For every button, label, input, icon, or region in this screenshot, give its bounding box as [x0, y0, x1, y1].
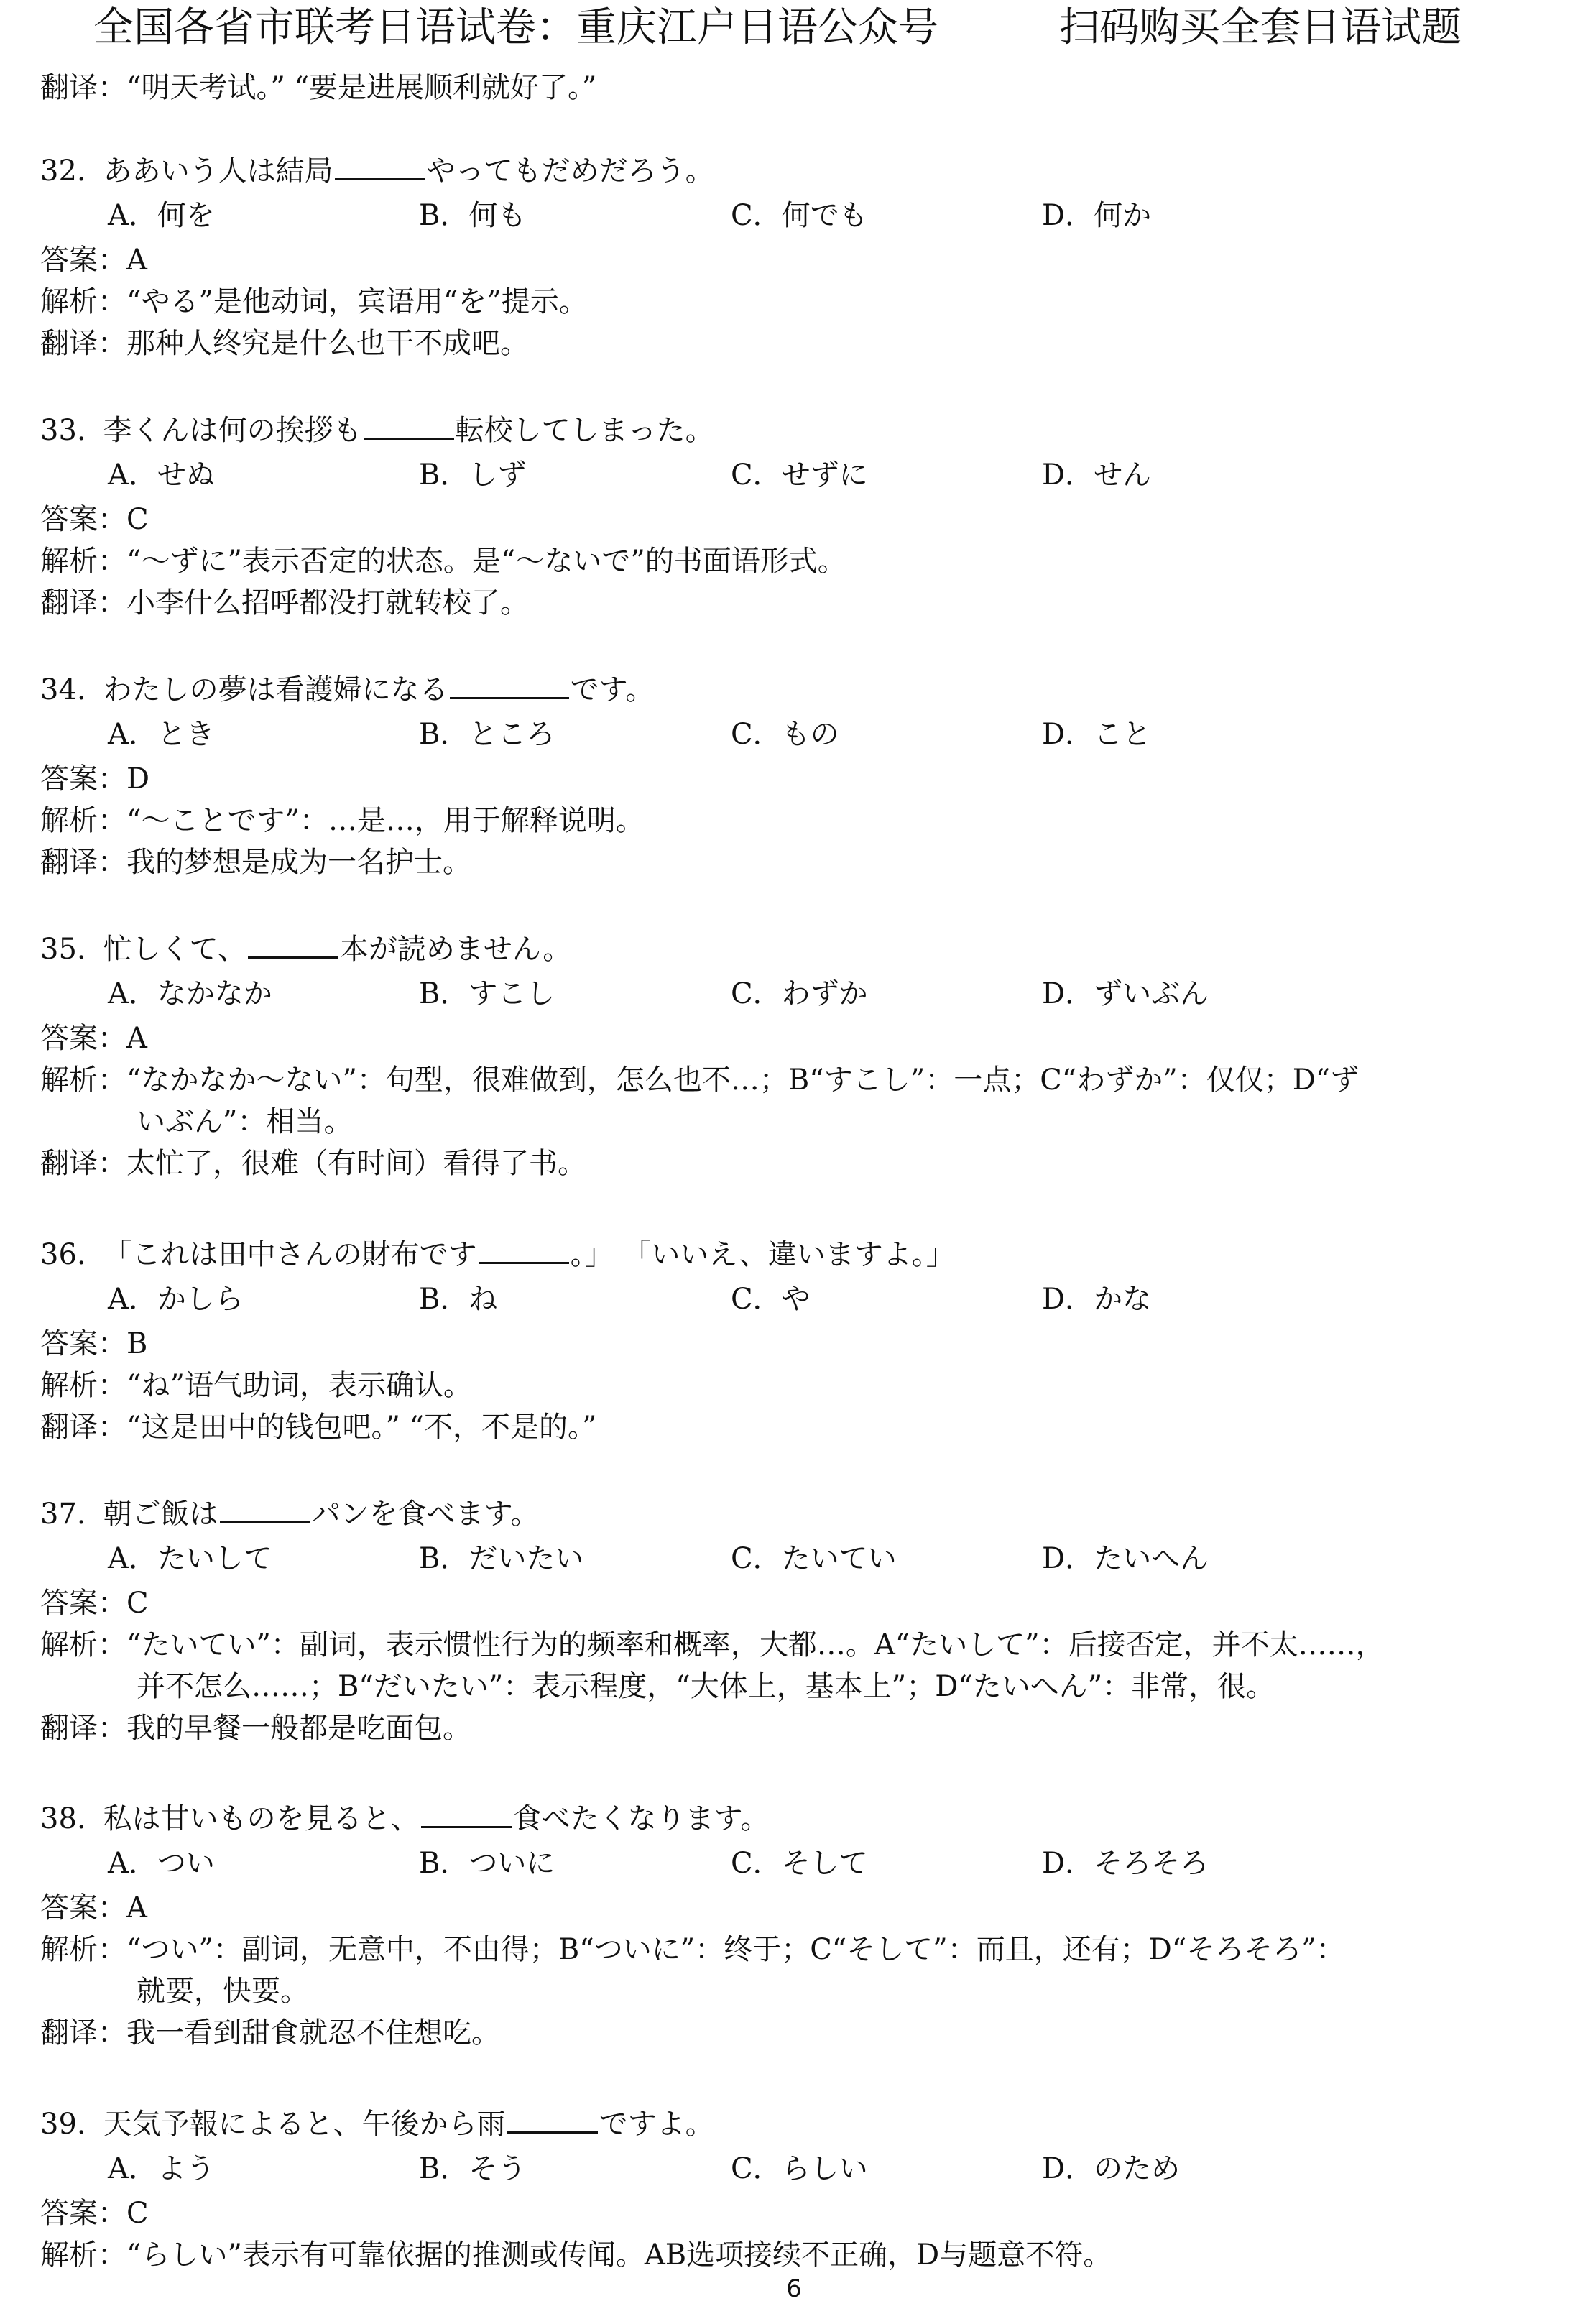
analysis-line: 解析：“たいてい”：副词，表示惯性行为的频率和概率，大都…。A“たいして”：后接否定，并不太……，	[40, 1628, 1385, 1661]
option-d: D．のため	[1042, 2152, 1181, 2185]
question-text-before-blank: わたしの夢は看護婦になる	[103, 673, 448, 706]
option-d: D．ずいぶん	[1042, 977, 1209, 1010]
option-b: B．そう	[419, 2152, 527, 2185]
answer-line: 答案：D	[40, 762, 150, 796]
question-stem	[40, 1495, 539, 1533]
translation-line: 翻译：那种人终究是什么也干不成吧。	[40, 327, 529, 360]
translation-line: 翻译：我的梦想是成为一名护士。	[40, 846, 471, 879]
question-text-before-blank: 李くんは何の挨拶も	[103, 414, 362, 447]
question-stem	[40, 2106, 714, 2143]
analysis-line: 解析：“～ずに”表示否定的状态。是“～ないで”的书面语形式。	[40, 545, 846, 578]
question-text-after-blank: 本が読めません。	[339, 933, 572, 966]
option-a: A．たいして	[108, 1542, 272, 1575]
option-b: B．しず	[419, 458, 527, 492]
option-d: D．何か	[1042, 199, 1152, 232]
page-header	[0, 3, 1588, 53]
analysis-line: 并不怎么……；B“だいたい”：表示程度，“大体上，基本上”；D“たいへん”：非常，很。	[137, 1670, 1275, 1703]
answer-line: 答案：C	[40, 503, 149, 536]
answer-line: 答案：C	[40, 1587, 149, 1620]
header-title-left: 全国各省市联考日语试卷：重庆江户日语公众号	[93, 4, 938, 51]
answer-blank	[479, 1239, 569, 1264]
option-c: C．そして	[731, 1847, 868, 1880]
answer-line: 答案：C	[40, 2197, 149, 2230]
option-a: A．かしら	[108, 1283, 244, 1316]
option-c: C．もの	[731, 718, 839, 751]
question-stem	[40, 671, 654, 709]
option-c: C．や	[731, 1283, 811, 1316]
page-number: 6	[786, 2274, 802, 2303]
question-number: 37.	[40, 1498, 86, 1531]
question-text-after-blank: 転校してしまった。	[455, 414, 714, 447]
question-number: 33.	[40, 414, 86, 447]
option-a: A．よう	[108, 2152, 215, 2185]
question-text-after-blank: です。	[570, 673, 655, 706]
question-text-after-blank: ですよ。	[599, 2108, 714, 2141]
answer-blank	[421, 1803, 512, 1828]
option-a: A．つい	[108, 1847, 215, 1880]
analysis-line: 解析：“ね”语气助词，表示确认。	[40, 1369, 472, 1402]
translation-line: 翻译：“这是田中的钱包吧。” “不，不是的。”	[40, 1411, 597, 1444]
option-d: D．そろそろ	[1042, 1847, 1209, 1880]
option-a: A．なかなか	[108, 977, 272, 1010]
analysis-line: 解析：“なかなか～ない”：句型，很难做到，怎么也不…；B“すこし”：一点；C“わずか”：仅仅；D“ず	[40, 1064, 1360, 1097]
option-a: A．何を	[108, 199, 215, 232]
option-b: B．ついに	[419, 1847, 555, 1880]
question-text-before-blank: ああいう人は結局	[103, 155, 333, 188]
question-stem	[40, 1800, 769, 1837]
header-title-right: 扫码购买全套日语试题	[1059, 4, 1462, 51]
question-number: 36.	[40, 1238, 86, 1271]
question-number: 35.	[40, 933, 86, 966]
option-b: B．ところ	[419, 718, 555, 751]
option-a: A．せぬ	[108, 458, 215, 492]
question-number: 32.	[40, 155, 86, 188]
question-text-before-blank: 「これは田中さんの財布です	[103, 1238, 477, 1271]
translation-line: 翻译：我的早餐一般都是吃面包。	[40, 1712, 471, 1745]
question-text-after-blank: 食べたくなります。	[512, 1802, 770, 1835]
intro-translation: 翻译：“明天考试。” “要是进展顺利就好了。”	[40, 71, 597, 104]
answer-blank	[335, 155, 425, 180]
option-d: D．せん	[1042, 458, 1152, 492]
answer-blank	[220, 1498, 310, 1523]
question-number: 39.	[40, 2108, 86, 2141]
question-text-before-blank: 朝ご飯は	[103, 1498, 218, 1531]
option-a: A．とき	[108, 718, 215, 751]
option-b: B．すこし	[419, 977, 555, 1010]
option-b: B．だいたい	[419, 1542, 584, 1575]
question-text-before-blank: 私は甘いものを見ると、	[103, 1802, 420, 1835]
option-d: D．たいへん	[1042, 1542, 1209, 1575]
question-text-after-blank: 。」 「いいえ、違いますよ。」	[570, 1238, 955, 1271]
analysis-line: 就要，快要。	[137, 1975, 309, 2008]
option-c: C．何でも	[731, 199, 868, 232]
answer-blank	[364, 415, 454, 440]
question-stem	[40, 152, 714, 190]
answer-blank	[450, 674, 569, 699]
answer-line: 答案：A	[40, 244, 147, 277]
analysis-line: 解析：“つい”：副词，无意中，不由得；B“ついに”：终于；C“そして”：而且，还有；D“そろそろ”：	[40, 1933, 1345, 1966]
translation-line: 翻译：太忙了，很难（有时间）看得了书。	[40, 1147, 586, 1180]
analysis-line: いぶん”：相当。	[137, 1105, 353, 1138]
translation-line: 翻译：我一看到甜食就忍不住想吃。	[40, 2016, 500, 2049]
question-stem	[40, 1236, 955, 1273]
analysis-line: 解析：“やる”是他动词，宾语用“を”提示。	[40, 285, 588, 318]
question-number: 38.	[40, 1802, 86, 1835]
option-b: B．ね	[419, 1283, 498, 1316]
question-text-after-blank: パンを食べます。	[311, 1498, 540, 1531]
option-d: D．かな	[1042, 1283, 1152, 1316]
answer-line: 答案：A	[40, 1891, 147, 1924]
question-stem	[40, 412, 714, 449]
question-text-before-blank: 天気予報によると、午後から雨	[103, 2108, 506, 2141]
option-c: C．たいてい	[731, 1542, 897, 1575]
question-stem	[40, 931, 571, 968]
analysis-line: 解析：“らしい”表示有可靠依据的推测或传闻。AB选项接续不正确，D与题意不符。	[40, 2238, 1112, 2272]
option-c: C．らしい	[731, 2152, 868, 2185]
analysis-line: 解析：“～ことです”：…是…，用于解释说明。	[40, 804, 645, 837]
option-b: B．何も	[419, 199, 527, 232]
answer-line: 答案：A	[40, 1022, 147, 1055]
question-text-before-blank: 忙しくて、	[103, 933, 246, 966]
option-c: C．わずか	[731, 977, 868, 1010]
translation-line: 翻译：小李什么招呼都没打就转校了。	[40, 586, 529, 619]
option-c: C．せずに	[731, 458, 868, 492]
question-text-after-blank: やってもだめだろう。	[426, 155, 714, 188]
question-number: 34.	[40, 673, 86, 706]
answer-blank	[248, 933, 338, 959]
option-d: D．こと	[1042, 718, 1152, 751]
answer-blank	[507, 2108, 598, 2134]
answer-line: 答案：B	[40, 1327, 148, 1360]
